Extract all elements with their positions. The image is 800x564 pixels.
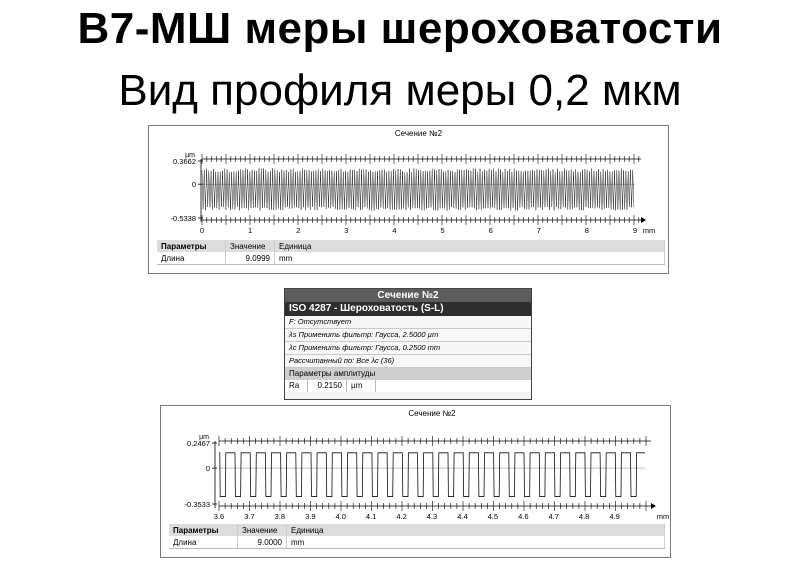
col-header-params: Параметры [157,240,226,252]
param-name: Длина [169,536,238,549]
chart-title: Сечение №2 [408,409,456,418]
x-tick-label: 4 [392,226,397,235]
results-standard: ISO 4287 - Шероховатость (S-L) [285,302,531,316]
chart-title: Сечение №2 [394,129,443,138]
x-tick-label: 1 [248,226,253,235]
param-name: Длина [157,252,226,265]
x-tick-label: 4.5 [487,512,499,521]
axis-arrow [651,503,656,509]
col-header-value: Значение [226,240,275,252]
results-line: λc Применить фильтр: Гаусса, 0.2500 mm [285,342,531,355]
ra-unit: µm [347,380,376,392]
results-panel [284,288,532,400]
x-unit-label: mm [656,512,670,521]
amplitude-header: Параметры амплитуды [285,368,531,380]
x-tick-label: 8 [584,226,589,235]
params-table-2 [169,524,665,549]
x-tick-label: 6 [488,226,493,235]
param-unit: mm [287,536,665,549]
profile-line [219,453,645,497]
x-tick-label: 4.8 [578,512,590,521]
x-tick-label: 4.4 [457,512,468,521]
y-axis-unit: µm [199,434,209,441]
slide-title: В7-МШ меры шероховатости [77,4,723,53]
y-tick-label: -0.3533 [184,500,210,509]
y-tick-label: 0.2467 [187,439,210,448]
x-tick-label: 5 [440,226,445,235]
ra-name: Ra [285,380,308,392]
param-unit: mm [275,252,665,265]
x-tick-label: 4.7 [548,512,559,521]
param-value: 9.0000 [238,536,287,549]
x-tick-label: 4.9 [609,512,620,521]
x-tick-label: 3.7 [244,512,255,521]
x-tick-label: 4.1 [365,512,377,521]
x-tick-label: 4.2 [396,512,407,521]
y-tick-label: 0 [191,180,196,190]
x-tick-label: 7 [536,226,541,235]
results-line: λs Применить фильтр: Гаусса, 2.5000 µm [285,329,531,342]
y-tick-label: 0.3662 [173,157,196,166]
param-value: 9.0999 [226,252,275,265]
profile-chart-2 [160,405,671,558]
y-tick-label: 0 [205,464,210,474]
params-table-1 [157,240,665,265]
col-header-unit: Единица [275,240,665,252]
x-tick-label: 0 [199,226,205,235]
x-unit-label: mm [642,226,656,235]
profile-chart-1 [148,125,669,274]
ra-row [285,380,531,392]
profile-line [202,168,634,210]
x-tick-label: 3.6 [213,512,225,521]
ra-value: 0.2150 [308,380,347,392]
profile-chart-2-svg [161,406,670,524]
col-header-value: Значение [238,524,287,536]
x-tick-label: 4.0 [335,512,346,521]
profile-chart-1-svg [149,126,668,244]
x-tick-label: 2 [296,226,301,235]
slide-subtitle: Вид профиля меры 0,2 мкм [118,66,682,115]
x-tick-label: 9 [632,226,638,235]
x-tick-label: 3.9 [305,512,316,521]
y-axis-unit: µm [185,152,195,159]
x-tick-label: 3 [344,226,349,235]
col-header-unit: Единица [287,524,665,536]
results-header: Сечение №2 [285,289,531,302]
y-tick-label: -0.5338 [170,214,196,223]
x-tick-label: 3.8 [274,512,286,521]
axis-arrow [641,217,646,223]
col-header-params: Параметры [169,524,238,536]
x-tick-label: 4.6 [518,512,529,521]
results-line: F: Отсутствует [285,316,531,329]
x-tick-label: 4.3 [426,512,438,521]
results-line: Рассчитанный по: Все λc (36) [285,355,531,368]
